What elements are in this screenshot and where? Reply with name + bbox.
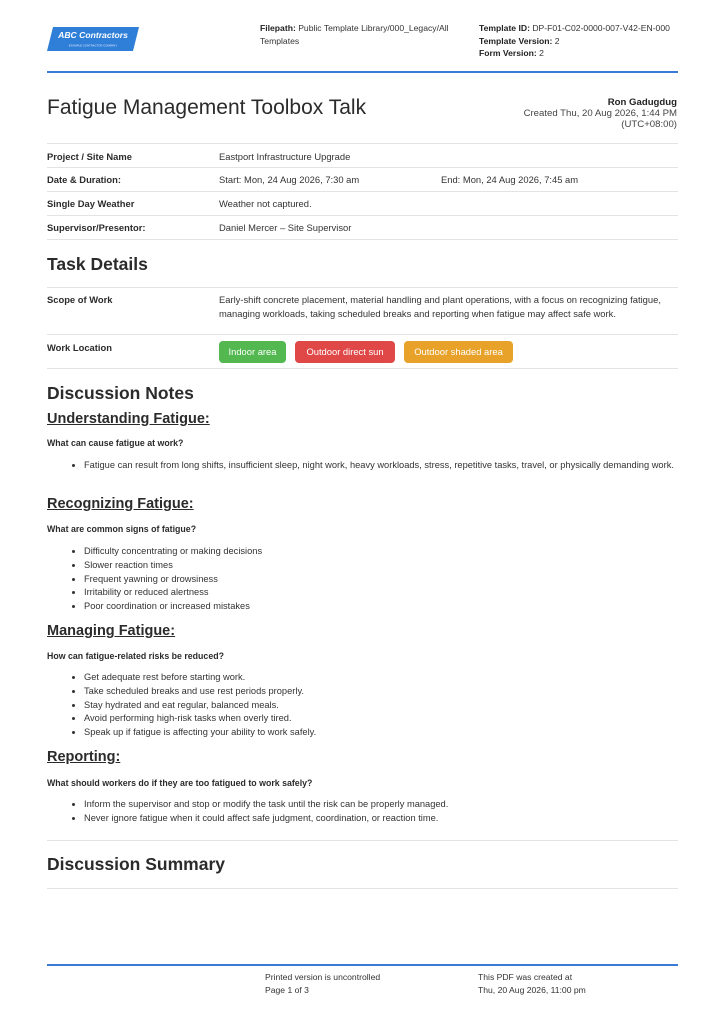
location-chip-outdoor-shaded: Outdoor shaded area bbox=[404, 341, 513, 363]
task-row-scope bbox=[47, 288, 678, 335]
created-timezone: (UTC+08:00) bbox=[621, 119, 677, 130]
list-understanding bbox=[47, 459, 676, 473]
weather-value: Weather not captured. bbox=[219, 198, 312, 209]
pdf-created-label: This PDF was created at bbox=[478, 972, 573, 982]
info-row-supervisor bbox=[47, 216, 678, 240]
list-item: • Inform the supervisor and stop or modify the task until the risk can be properly managed. bbox=[84, 798, 676, 812]
discussion-summary-heading: Discussion Summary bbox=[47, 854, 225, 874]
footer-created-info bbox=[478, 971, 586, 997]
header-divider bbox=[47, 71, 678, 73]
section-title-reporting: Reporting: bbox=[47, 749, 121, 765]
template-id-value: DP-F01-C02-0000-007-V42-EN-000 bbox=[532, 23, 670, 33]
filepath-label: Filepath: bbox=[260, 23, 296, 33]
task-details-heading: Task Details bbox=[47, 254, 148, 274]
info-row-project bbox=[47, 144, 678, 168]
pdf-created-value: Thu, 20 Aug 2026, 11:00 pm bbox=[478, 985, 586, 995]
template-version-value: 2 bbox=[554, 35, 560, 46]
list-reporting bbox=[47, 798, 676, 826]
list-item: • Difficulty concentrating or making decisions bbox=[84, 545, 676, 559]
scope-label: Scope of Work bbox=[47, 294, 113, 305]
question-recognizing: What are common signs of fatigue? bbox=[47, 524, 197, 534]
list-item: • Never ignore fatigue when it could affect safe judgment, coordination, or reaction time. bbox=[84, 812, 676, 826]
list-item: • Irritability or reduced alertness bbox=[84, 586, 676, 600]
project-value: Eastport Infrastructure Upgrade bbox=[219, 151, 351, 162]
form-version-value: 2 bbox=[539, 48, 544, 58]
created-date: Created Thu, 20 Aug 2026, 1:44 PM bbox=[523, 108, 677, 119]
summary-top-divider bbox=[47, 840, 678, 841]
question-managing: How can fatigue-related risks be reduced? bbox=[47, 651, 224, 661]
supervisor-value: Daniel Mercer – Site Supervisor bbox=[219, 222, 352, 233]
end-date-value: End: Mon, 24 Aug 2026, 7:45 am bbox=[441, 174, 579, 185]
section-title-managing: Managing Fatigue: bbox=[47, 623, 176, 639]
company-logo bbox=[47, 27, 139, 51]
footer-divider bbox=[47, 964, 678, 966]
list-item: • Poor coordination or increased mistakes bbox=[84, 600, 676, 614]
template-id-label: Template ID: bbox=[479, 23, 530, 33]
page-title: Fatigue Management Toolbox Talk bbox=[47, 96, 367, 119]
task-row-location bbox=[47, 335, 678, 369]
list-item: • Frequent yawning or drowsiness bbox=[84, 573, 676, 587]
project-label: Project / Site Name bbox=[47, 151, 132, 162]
weather-label: Single Day Weather bbox=[47, 198, 135, 209]
location-label: Work Location bbox=[47, 342, 112, 353]
summary-bottom-divider bbox=[47, 888, 678, 889]
list-item: • Fatigue can result from long shifts, insufficient sleep, night work, heavy workloads, stress, repetitive tasks, travel, or physically demanding work. bbox=[84, 459, 676, 473]
filepath-block bbox=[260, 22, 460, 47]
template-version-label: Template Version: bbox=[479, 35, 553, 46]
location-chip-outdoor-sun: Outdoor direct sun bbox=[295, 341, 395, 363]
section-title-understanding: Understanding Fatigue: bbox=[47, 411, 210, 427]
question-reporting: What should workers do if they are too fatigued to work safely? bbox=[47, 778, 313, 788]
section-title-recognizing: Recognizing Fatigue: bbox=[47, 496, 194, 512]
uncontrolled-notice: Printed version is uncontrolled bbox=[265, 972, 381, 982]
page-number: Page 1 of 3 bbox=[265, 985, 309, 995]
list-recognizing bbox=[47, 545, 676, 614]
discussion-notes-heading: Discussion Notes bbox=[47, 383, 194, 403]
date-label: Date & Duration: bbox=[47, 174, 121, 185]
author-block bbox=[457, 97, 677, 130]
scope-value: Early-shift concrete placement, material handling and plant operations, with a focus on recognizing fatigue, managing workloads, taking scheduled breaks and reporting when fatigue may affect safe work. bbox=[219, 294, 661, 319]
list-item: • Avoid performing high-risk tasks when overly tired. bbox=[84, 712, 676, 726]
list-item: • Speak up if fatigue is affecting your ability to work safely. bbox=[84, 726, 676, 740]
logo-text: ABC Contractors bbox=[58, 30, 128, 40]
list-managing bbox=[47, 671, 676, 740]
list-item: • Get adequate rest before starting work. bbox=[84, 671, 676, 685]
filepath-value: Public Template Library/000_Legacy/All bbox=[298, 23, 449, 33]
logo-subtext: EXAMPLE CONTRACTOR COMPANY bbox=[68, 43, 118, 48]
question-understanding: What can cause fatigue at work? bbox=[47, 438, 184, 448]
footer-print-info bbox=[265, 971, 380, 997]
list-item: • Stay hydrated and eat regular, balanced meals. bbox=[84, 699, 676, 713]
form-version-label: Form Version: bbox=[479, 48, 537, 58]
list-item: • Slower reaction times bbox=[84, 559, 676, 573]
info-row-date bbox=[47, 168, 678, 192]
filepath-value-cont: Templates bbox=[260, 35, 300, 46]
author-name: Ron Gadugdug bbox=[607, 97, 677, 108]
location-chip-indoor: Indoor area bbox=[219, 341, 286, 363]
list-item: • Take scheduled breaks and use rest periods properly. bbox=[84, 685, 676, 699]
info-row-weather bbox=[47, 192, 678, 216]
start-date-value: Start: Mon, 24 Aug 2026, 7:30 am bbox=[219, 174, 360, 185]
supervisor-label: Supervisor/Presentor: bbox=[47, 222, 146, 233]
template-meta-block bbox=[479, 22, 679, 60]
